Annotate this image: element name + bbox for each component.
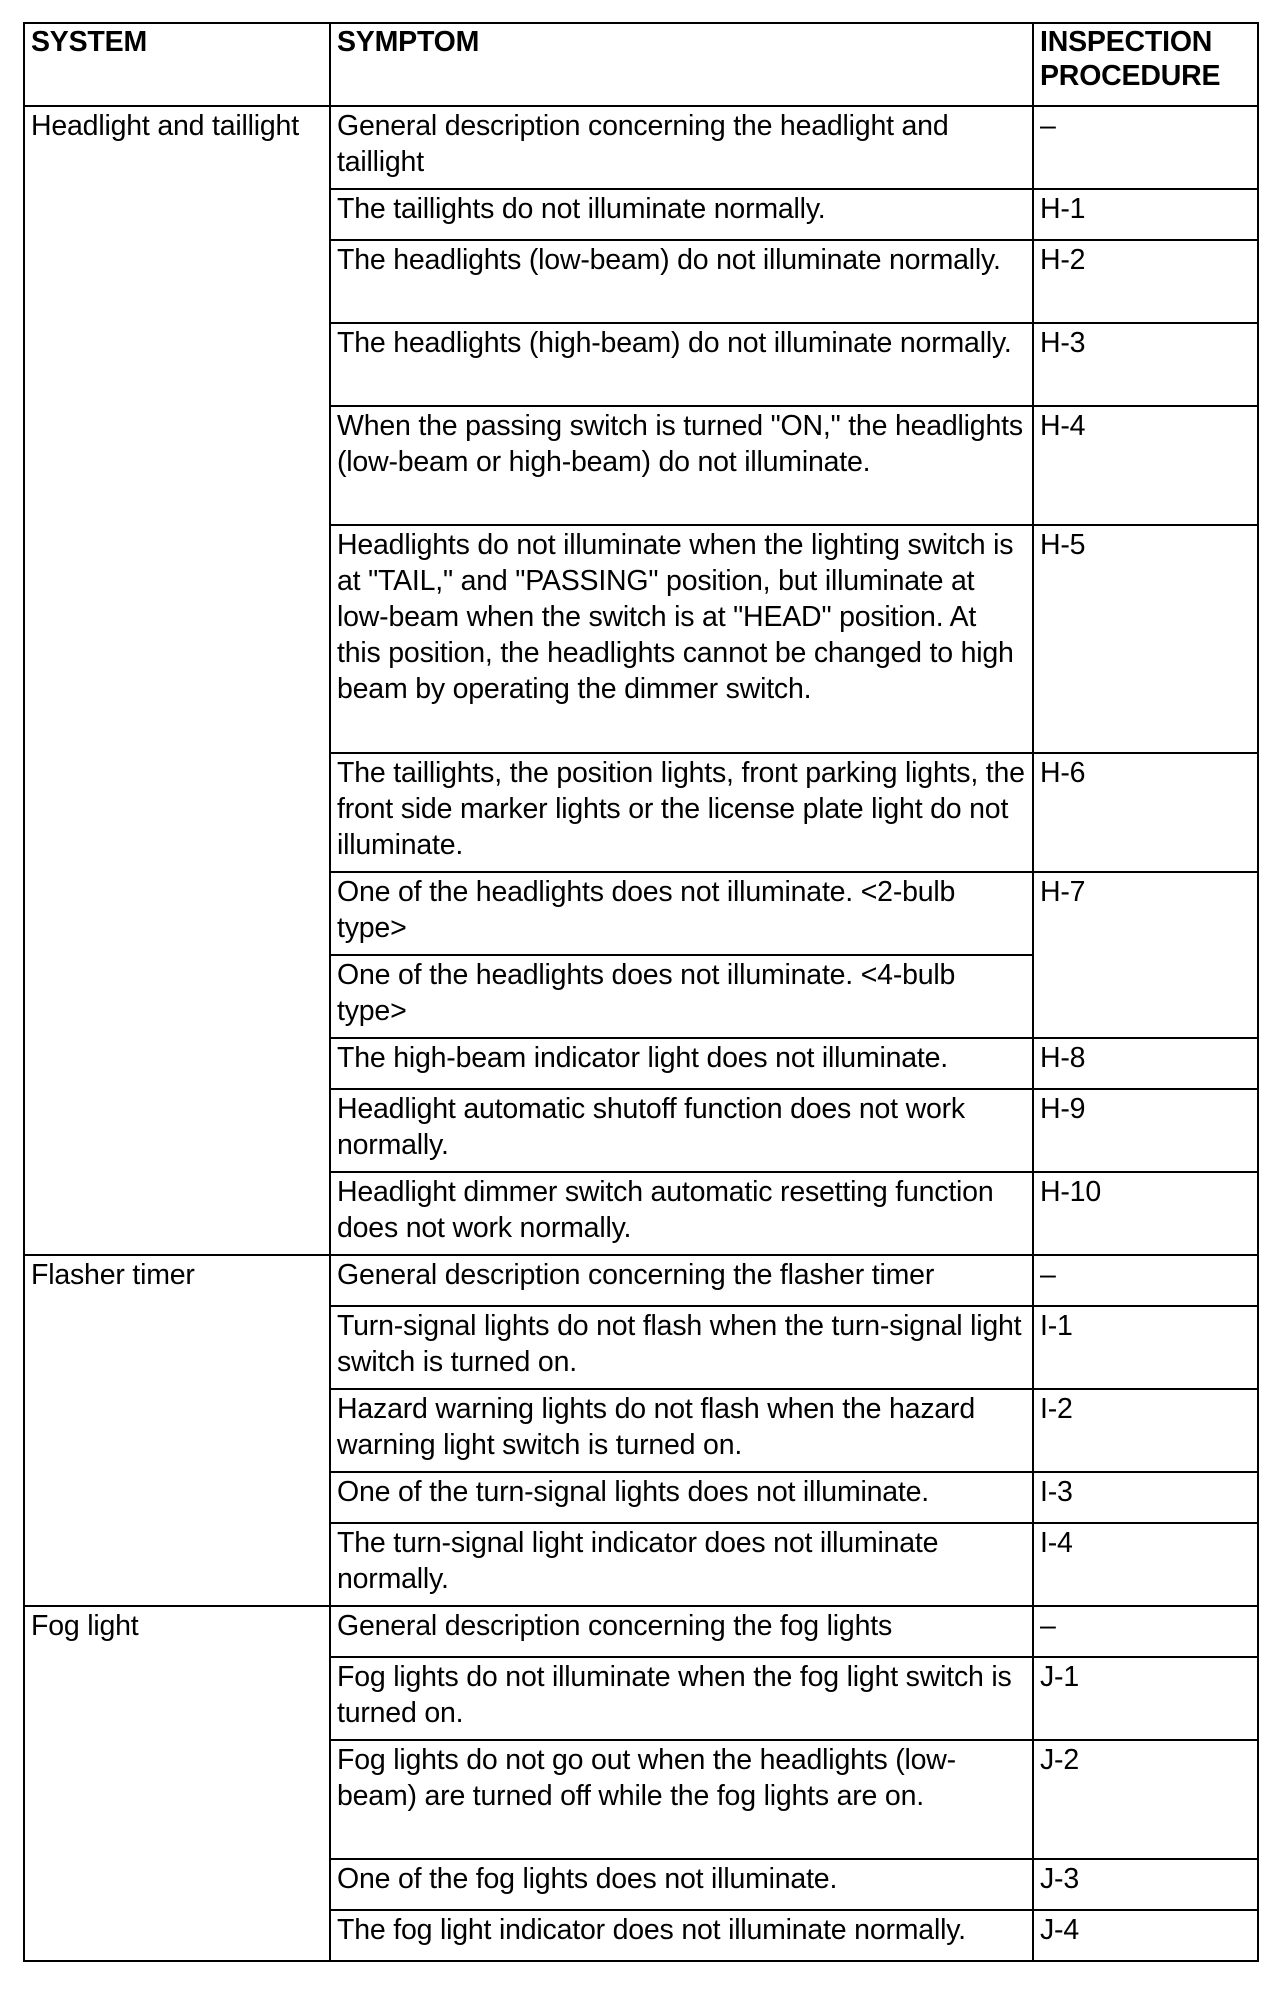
procedure-cell: H-5 [1033,525,1258,753]
symptom-cell: Headlights do not illuminate when the lighting switch is at "TAIL," and "PASSING" position, but illuminate at low-beam when the switch is at "HEAD" position. At this position, the headlights cannot be changed to high beam by operating the dimmer switch. [330,525,1033,753]
header-symptom: SYMPTOM [330,23,1033,106]
symptom-cell: The taillights do not illuminate normally. [330,189,1033,240]
procedure-cell: J-2 [1033,1740,1258,1859]
symptom-cell: The fog light indicator does not illuminate normally. [330,1910,1033,1961]
header-row [24,23,1258,106]
procedure-cell: I-4 [1033,1523,1258,1606]
symptom-cell: The headlights (high-beam) do not illuminate normally. [330,323,1033,406]
procedure-cell: H-8 [1033,1038,1258,1089]
symptom-cell: One of the fog lights does not illuminate. [330,1859,1033,1910]
procedure-cell: – [1033,1606,1258,1657]
procedure-cell: I-3 [1033,1472,1258,1523]
symptom-cell: Fog lights do not go out when the headlights (low-beam) are turned off while the fog lights are on. [330,1740,1033,1859]
procedure-cell: – [1033,1255,1258,1306]
procedure-cell: J-4 [1033,1910,1258,1961]
system-cell-fog-light: Fog light [24,1606,330,1961]
procedure-cell: H-3 [1033,323,1258,406]
table-row [24,1606,1258,1657]
table-row [24,1255,1258,1306]
procedure-cell: H-4 [1033,406,1258,525]
symptom-cell: Turn-signal lights do not flash when the turn-signal light switch is turned on. [330,1306,1033,1389]
header-system: SYSTEM [24,23,330,106]
symptom-cell: Hazard warning lights do not flash when the hazard warning light switch is turned on. [330,1389,1033,1472]
symptom-cell: General description concerning the flasher timer [330,1255,1033,1306]
symptom-cell: One of the headlights does not illuminate. <2-bulb type> [330,872,1033,955]
symptom-cell: When the passing switch is turned "ON," the headlights (low-beam or high-beam) do not illuminate. [330,406,1033,525]
header-inspection-procedure: INSPECTION PROCEDURE [1033,23,1258,106]
procedure-cell: H-1 [1033,189,1258,240]
symptom-cell: One of the headlights does not illuminate. <4-bulb type> [330,955,1033,1038]
symptom-cell: Fog lights do not illuminate when the fog light switch is turned on. [330,1657,1033,1740]
procedure-cell: I-1 [1033,1306,1258,1389]
procedure-cell: H-10 [1033,1172,1258,1255]
table-row [24,106,1258,189]
symptom-cell: The high-beam indicator light does not illuminate. [330,1038,1033,1089]
symptom-cell: Headlight automatic shutoff function does not work normally. [330,1089,1033,1172]
symptom-cell: The taillights, the position lights, front parking lights, the front side marker lights or the license plate light do not illuminate. [330,753,1033,872]
procedure-cell: J-3 [1033,1859,1258,1910]
symptom-cell: The headlights (low-beam) do not illuminate normally. [330,240,1033,323]
procedure-cell: H-2 [1033,240,1258,323]
procedure-cell: H-9 [1033,1089,1258,1172]
system-cell-flasher-timer: Flasher timer [24,1255,330,1606]
procedure-cell: I-2 [1033,1389,1258,1472]
procedure-cell: H-6 [1033,753,1258,872]
procedure-cell: H-7 [1033,872,1258,1038]
procedure-cell: J-1 [1033,1657,1258,1740]
inspection-chart-table [23,22,1259,1962]
system-cell-headlight-taillight: Headlight and taillight [24,106,330,1255]
symptom-cell: General description concerning the fog lights [330,1606,1033,1657]
symptom-cell: One of the turn-signal lights does not illuminate. [330,1472,1033,1523]
symptom-cell: Headlight dimmer switch automatic resetting function does not work normally. [330,1172,1033,1255]
symptom-cell: The turn-signal light indicator does not illuminate normally. [330,1523,1033,1606]
procedure-cell: – [1033,106,1258,189]
symptom-cell: General description concerning the headlight and taillight [330,106,1033,189]
